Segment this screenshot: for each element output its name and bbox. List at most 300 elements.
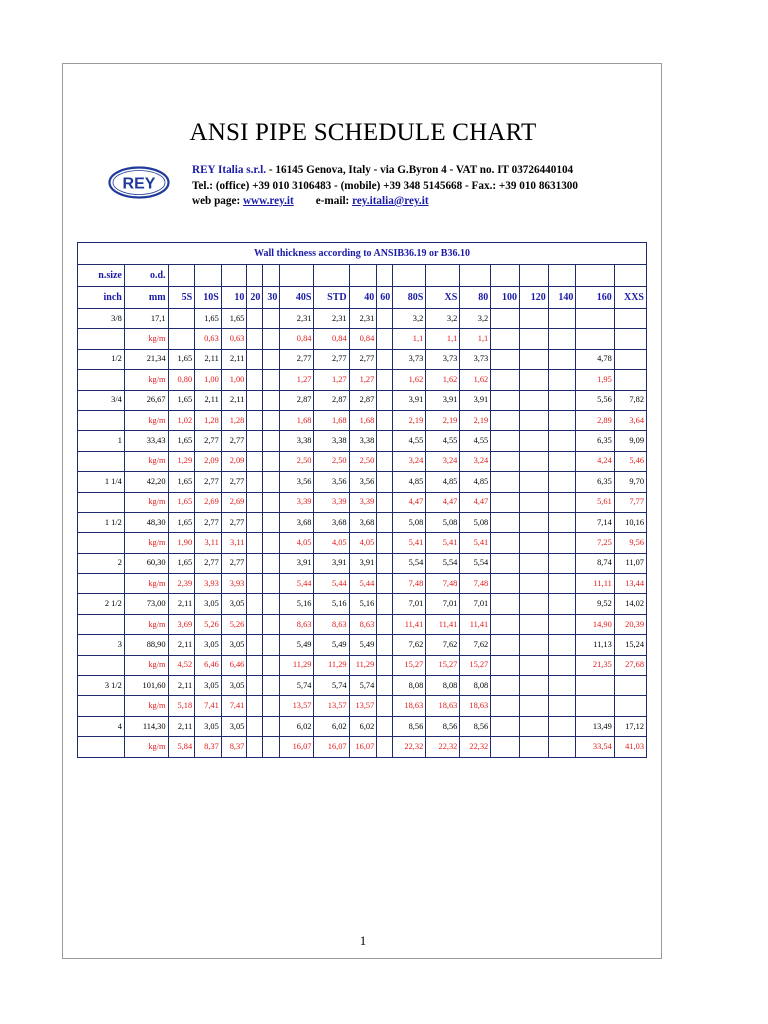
table-cell <box>377 574 393 594</box>
table-cell <box>519 349 548 369</box>
table-cell <box>519 737 548 757</box>
table-cell: 2,77 <box>221 512 247 532</box>
table-cell: 2 <box>78 553 125 573</box>
table-cell: 1,65 <box>168 472 195 492</box>
table-cell: 88,90 <box>124 635 168 655</box>
table-cell: 8,08 <box>426 676 460 696</box>
table-cell <box>548 512 576 532</box>
table-cell: 3 <box>78 635 125 655</box>
table-row-weight <box>78 533 647 553</box>
table-cell <box>247 492 263 512</box>
table-cell <box>247 696 263 716</box>
table-cell: 6,35 <box>576 472 614 492</box>
table-cell: 5,41 <box>460 533 491 553</box>
table-cell: 7,41 <box>195 696 222 716</box>
table-row-weight <box>78 574 647 594</box>
table-cell <box>614 329 646 349</box>
company-name: REY Italia s.r.l. <box>192 164 267 176</box>
table-cell: 2,77 <box>221 472 247 492</box>
table-cell: kg/m <box>124 696 168 716</box>
table-cell: 7,62 <box>393 635 426 655</box>
table-cell: 2,77 <box>195 553 222 573</box>
table-cell <box>519 655 548 675</box>
table-cell <box>491 265 520 287</box>
table-cell: 7,48 <box>426 574 460 594</box>
table-cell <box>548 492 576 512</box>
table-cell <box>263 451 280 471</box>
table-cell <box>247 451 263 471</box>
table-cell: 3,05 <box>221 676 247 696</box>
table-cell: 5,26 <box>221 614 247 634</box>
table-cell <box>263 614 280 634</box>
table-cell: 5,08 <box>460 512 491 532</box>
table-cell: 6,35 <box>576 431 614 451</box>
table-row-weight <box>78 451 647 471</box>
table-cell: 3,91 <box>460 390 491 410</box>
table-cell: 2,77 <box>280 349 314 369</box>
table-cell: 7,01 <box>393 594 426 614</box>
table-cell <box>491 349 520 369</box>
table-cell: 5,61 <box>576 492 614 512</box>
table-cell: 15,27 <box>460 655 491 675</box>
table-cell: 1,00 <box>195 370 222 390</box>
table-cell: 3,91 <box>314 553 349 573</box>
table-cell <box>263 329 280 349</box>
table-cell: 7,77 <box>614 492 646 512</box>
table-cell: 0,63 <box>195 329 222 349</box>
table-cell: 20 <box>247 287 263 309</box>
table-cell <box>491 676 520 696</box>
table-cell: 48,30 <box>124 512 168 532</box>
table-cell: 3,05 <box>195 635 222 655</box>
logo-text: REY <box>122 175 156 193</box>
table-cell <box>576 265 614 287</box>
table-cell <box>247 390 263 410</box>
table-cell <box>247 329 263 349</box>
table-cell: 1 1/4 <box>78 472 125 492</box>
table-cell: 2,11 <box>168 716 195 736</box>
table-cell: 2,11 <box>221 349 247 369</box>
table-cell <box>78 410 125 430</box>
table-cell: 3,91 <box>426 390 460 410</box>
table-cell: 2,50 <box>349 451 377 471</box>
table-cell <box>263 410 280 430</box>
table-row-thickness <box>78 716 647 736</box>
table-row-thickness <box>78 390 647 410</box>
table-cell <box>548 737 576 757</box>
table-cell: 1,00 <box>221 370 247 390</box>
table-cell: 6,02 <box>314 716 349 736</box>
table-cell <box>548 451 576 471</box>
table-cell: 11,41 <box>426 614 460 634</box>
table-cell <box>548 309 576 329</box>
table-cell: 1,65 <box>168 512 195 532</box>
table-cell: 7,01 <box>460 594 491 614</box>
table-cell <box>377 635 393 655</box>
table-cell <box>519 309 548 329</box>
table-cell <box>377 451 393 471</box>
table-cell <box>519 329 548 349</box>
table-row-weight <box>78 370 647 390</box>
table-cell <box>519 594 548 614</box>
table-cell: o.d. <box>124 265 168 287</box>
table-cell: 2,50 <box>280 451 314 471</box>
table-cell <box>548 696 576 716</box>
table-cell <box>377 533 393 553</box>
table-cell: 3,91 <box>393 390 426 410</box>
table-cell: 13,57 <box>314 696 349 716</box>
rey-logo <box>108 166 170 199</box>
table-cell: 1,65 <box>195 309 222 329</box>
table-cell <box>349 265 377 287</box>
table-cell <box>377 329 393 349</box>
table-cell <box>519 472 548 492</box>
table-row-weight <box>78 410 647 430</box>
table-cell <box>377 431 393 451</box>
table-cell: 3/8 <box>78 309 125 329</box>
table-cell <box>263 309 280 329</box>
table-cell: 3,73 <box>393 349 426 369</box>
table-cell <box>263 349 280 369</box>
table-cell: kg/m <box>124 451 168 471</box>
table-cell <box>491 635 520 655</box>
table-cell: 2,19 <box>460 410 491 430</box>
table-cell: 2,77 <box>314 349 349 369</box>
table-cell <box>614 370 646 390</box>
table-cell: 2,11 <box>195 349 222 369</box>
email-link[interactable]: rey.italia@rey.it <box>352 195 429 207</box>
table-cell: 22,32 <box>393 737 426 757</box>
table-cell <box>491 574 520 594</box>
table-cell <box>576 696 614 716</box>
table-cell: 21,35 <box>576 655 614 675</box>
table-cell <box>263 265 280 287</box>
table-cell: 3,2 <box>393 309 426 329</box>
table-cell <box>519 390 548 410</box>
table-cell: 2,69 <box>221 492 247 512</box>
table-cell: 7,41 <box>221 696 247 716</box>
table-cell <box>614 265 646 287</box>
table-cell <box>377 655 393 675</box>
table-cell <box>491 716 520 736</box>
table-cell <box>519 533 548 553</box>
table-cell <box>548 553 576 573</box>
table-cell: 11,29 <box>280 655 314 675</box>
table-row-weight <box>78 492 647 512</box>
table-cell: 5,41 <box>426 533 460 553</box>
table-cell: 140 <box>548 287 576 309</box>
table-cell: 11,29 <box>349 655 377 675</box>
table-cell: 2,77 <box>221 431 247 451</box>
table-cell <box>576 676 614 696</box>
table-cell: 3,91 <box>280 553 314 573</box>
table-cell: kg/m <box>124 329 168 349</box>
table-cell: 0,63 <box>221 329 247 349</box>
table-cell: 1,27 <box>314 370 349 390</box>
table-cell <box>263 594 280 614</box>
table-cell: 8,37 <box>195 737 222 757</box>
table-cell: 2,19 <box>426 410 460 430</box>
table-cell <box>168 265 195 287</box>
table-cell <box>491 655 520 675</box>
table-cell: 4,85 <box>393 472 426 492</box>
table-cell <box>377 370 393 390</box>
table-cell: mm <box>124 287 168 309</box>
table-cell <box>576 329 614 349</box>
table-cell: 5,44 <box>349 574 377 594</box>
table-cell: 3,24 <box>426 451 460 471</box>
table-cell <box>377 716 393 736</box>
table-cell: 5,41 <box>393 533 426 553</box>
table-cell: 3,38 <box>349 431 377 451</box>
table-cell: 4,55 <box>426 431 460 451</box>
table-cell: 3,24 <box>460 451 491 471</box>
table-cell: inch <box>78 287 125 309</box>
table-cell <box>491 309 520 329</box>
table-cell: 5,16 <box>349 594 377 614</box>
table-row-weight <box>78 329 647 349</box>
table-cell: 4,05 <box>349 533 377 553</box>
table-cell <box>519 431 548 451</box>
table-cell: kg/m <box>124 737 168 757</box>
table-cell: 1,65 <box>221 309 247 329</box>
table-cell <box>426 265 460 287</box>
table-cell: 5,56 <box>576 390 614 410</box>
table-cell <box>377 492 393 512</box>
table-cell <box>221 265 247 287</box>
table-cell: 27,68 <box>614 655 646 675</box>
table-cell: 5,26 <box>195 614 222 634</box>
table-cell <box>247 594 263 614</box>
table-cell: 5,44 <box>314 574 349 594</box>
table-cell: 8,63 <box>349 614 377 634</box>
table-cell: 2,31 <box>349 309 377 329</box>
table-cell: 2,77 <box>221 553 247 573</box>
table-cell: 3,93 <box>195 574 222 594</box>
table-cell: 2 1/2 <box>78 594 125 614</box>
table-cell: 3,56 <box>314 472 349 492</box>
table-cell <box>548 594 576 614</box>
table-cell <box>548 716 576 736</box>
table-cell: 3,39 <box>280 492 314 512</box>
table-cell <box>263 492 280 512</box>
table-row-weight <box>78 655 647 675</box>
table-cell <box>548 431 576 451</box>
table-cell <box>280 265 314 287</box>
header-row <box>78 287 647 309</box>
table-cell: 10 <box>221 287 247 309</box>
table-cell: 2,77 <box>195 472 222 492</box>
table-cell: n.size <box>78 265 125 287</box>
table-cell: 3,05 <box>221 716 247 736</box>
table-cell: 1 1/2 <box>78 512 125 532</box>
table-cell <box>78 492 125 512</box>
table-cell: 5,44 <box>280 574 314 594</box>
table-cell: 5,49 <box>314 635 349 655</box>
table-cell: 0,80 <box>168 370 195 390</box>
table-cell: 5,49 <box>280 635 314 655</box>
table-cell: 1,1 <box>426 329 460 349</box>
table-row-thickness <box>78 431 647 451</box>
table-cell: 7,01 <box>426 594 460 614</box>
table-cell: 5,49 <box>349 635 377 655</box>
table-cell: 11,13 <box>576 635 614 655</box>
web-link[interactable]: www.rey.it <box>242 195 294 207</box>
table-cell <box>460 265 491 287</box>
table-cell <box>519 265 548 287</box>
table-cell <box>377 309 393 329</box>
table-row-weight <box>78 696 647 716</box>
table-cell <box>519 716 548 736</box>
table-cell: 3,64 <box>614 410 646 430</box>
table-cell: 4,55 <box>460 431 491 451</box>
table-cell <box>393 265 426 287</box>
table-cell <box>78 737 125 757</box>
table-cell <box>519 553 548 573</box>
table-cell: 7,48 <box>393 574 426 594</box>
table-cell: 4,78 <box>576 349 614 369</box>
table-cell: 2,39 <box>168 574 195 594</box>
table-cell <box>247 655 263 675</box>
table-cell: 8,63 <box>280 614 314 634</box>
table-cell: 3,11 <box>195 533 222 553</box>
table-cell: 101,60 <box>124 676 168 696</box>
table-cell: 4,47 <box>460 492 491 512</box>
table-cell <box>548 349 576 369</box>
table-cell: 60 <box>377 287 393 309</box>
table-cell <box>548 574 576 594</box>
table-cell: 4,47 <box>426 492 460 512</box>
table-cell <box>491 329 520 349</box>
table-cell <box>247 716 263 736</box>
table-cell <box>78 370 125 390</box>
table-cell: 1,29 <box>168 451 195 471</box>
table-cell: 3,38 <box>280 431 314 451</box>
table-cell <box>614 696 646 716</box>
table-cell <box>247 431 263 451</box>
table-cell: 11,07 <box>614 553 646 573</box>
table-cell: 1,62 <box>393 370 426 390</box>
table-cell: 7,48 <box>460 574 491 594</box>
table-cell <box>263 696 280 716</box>
table-cell: 3,73 <box>460 349 491 369</box>
table-cell: 3,2 <box>460 309 491 329</box>
table-cell: 1,27 <box>280 370 314 390</box>
table-cell: 8,74 <box>576 553 614 573</box>
table-cell: 2,77 <box>195 512 222 532</box>
table-cell: kg/m <box>124 574 168 594</box>
table-cell: 2,11 <box>168 635 195 655</box>
table-cell: 2,09 <box>221 451 247 471</box>
table-cell: 4,52 <box>168 655 195 675</box>
table-cell: 21,34 <box>124 349 168 369</box>
table-cell <box>247 349 263 369</box>
table-row-thickness <box>78 594 647 614</box>
table-cell: 6,02 <box>280 716 314 736</box>
table-cell: 2,09 <box>195 451 222 471</box>
table-cell: 9,09 <box>614 431 646 451</box>
table-cell <box>519 635 548 655</box>
table-cell: 4,85 <box>460 472 491 492</box>
company-info <box>192 163 578 210</box>
table-cell: 8,37 <box>221 737 247 757</box>
table-cell: 15,27 <box>393 655 426 675</box>
table-cell <box>377 349 393 369</box>
table-cell: 5,08 <box>393 512 426 532</box>
table-cell: 4,05 <box>314 533 349 553</box>
table-cell: 1,28 <box>195 410 222 430</box>
company-phones: Tel.: (office) +39 010 3106483 - (mobile) +39 348 5145668 - Fax.: +39 010 8631300 <box>192 179 578 192</box>
table-cell <box>78 574 125 594</box>
table-cell: 2,77 <box>195 431 222 451</box>
table-cell: 2,87 <box>280 390 314 410</box>
table-cell: 26,67 <box>124 390 168 410</box>
page-title: ANSI PIPE SCHEDULE CHART <box>189 119 537 146</box>
table-cell: STD <box>314 287 349 309</box>
table-cell: 3,93 <box>221 574 247 594</box>
table-cell: 2,31 <box>314 309 349 329</box>
table-cell: 2,31 <box>280 309 314 329</box>
table-cell: 5,54 <box>460 553 491 573</box>
table-cell: 9,70 <box>614 472 646 492</box>
table-cell: 1,28 <box>221 410 247 430</box>
table-cell <box>614 309 646 329</box>
table-cell: 1,68 <box>349 410 377 430</box>
table-cell: 6,02 <box>349 716 377 736</box>
table-cell: 1,65 <box>168 431 195 451</box>
document-page <box>62 63 662 959</box>
table-cell: 10,16 <box>614 512 646 532</box>
table-cell: 9,56 <box>614 533 646 553</box>
table-cell: kg/m <box>124 533 168 553</box>
table-cell: 17,12 <box>614 716 646 736</box>
table-row-thickness <box>78 635 647 655</box>
table-cell: 1,68 <box>314 410 349 430</box>
table-cell: 4,47 <box>393 492 426 512</box>
table-cell: 11,41 <box>393 614 426 634</box>
table-cell <box>491 390 520 410</box>
table-cell: 3,39 <box>349 492 377 512</box>
table-cell: 13,57 <box>280 696 314 716</box>
table-cell: 5,84 <box>168 737 195 757</box>
table-cell <box>263 574 280 594</box>
table-cell <box>78 696 125 716</box>
table-cell: 18,63 <box>393 696 426 716</box>
table-cell <box>519 492 548 512</box>
table-cell: 18,63 <box>426 696 460 716</box>
table-cell <box>263 390 280 410</box>
email-label: e-mail: <box>315 195 353 207</box>
table-cell: 1,65 <box>168 349 195 369</box>
table-cell: 41,03 <box>614 737 646 757</box>
table-cell: 120 <box>519 287 548 309</box>
table-cell <box>377 614 393 634</box>
table-cell: 7,62 <box>426 635 460 655</box>
table-caption: Wall thickness according to ANSIB36.19 or B36.10 <box>78 243 647 265</box>
table-cell <box>491 737 520 757</box>
table-cell: 7,25 <box>576 533 614 553</box>
table-cell: 8,56 <box>460 716 491 736</box>
table-cell <box>377 676 393 696</box>
table-cell <box>377 265 393 287</box>
table-cell <box>78 655 125 675</box>
table-cell <box>491 512 520 532</box>
table-cell: 5,74 <box>280 676 314 696</box>
table-cell: 30 <box>263 287 280 309</box>
table-cell: 160 <box>576 287 614 309</box>
table-cell <box>548 676 576 696</box>
table-cell: XS <box>426 287 460 309</box>
